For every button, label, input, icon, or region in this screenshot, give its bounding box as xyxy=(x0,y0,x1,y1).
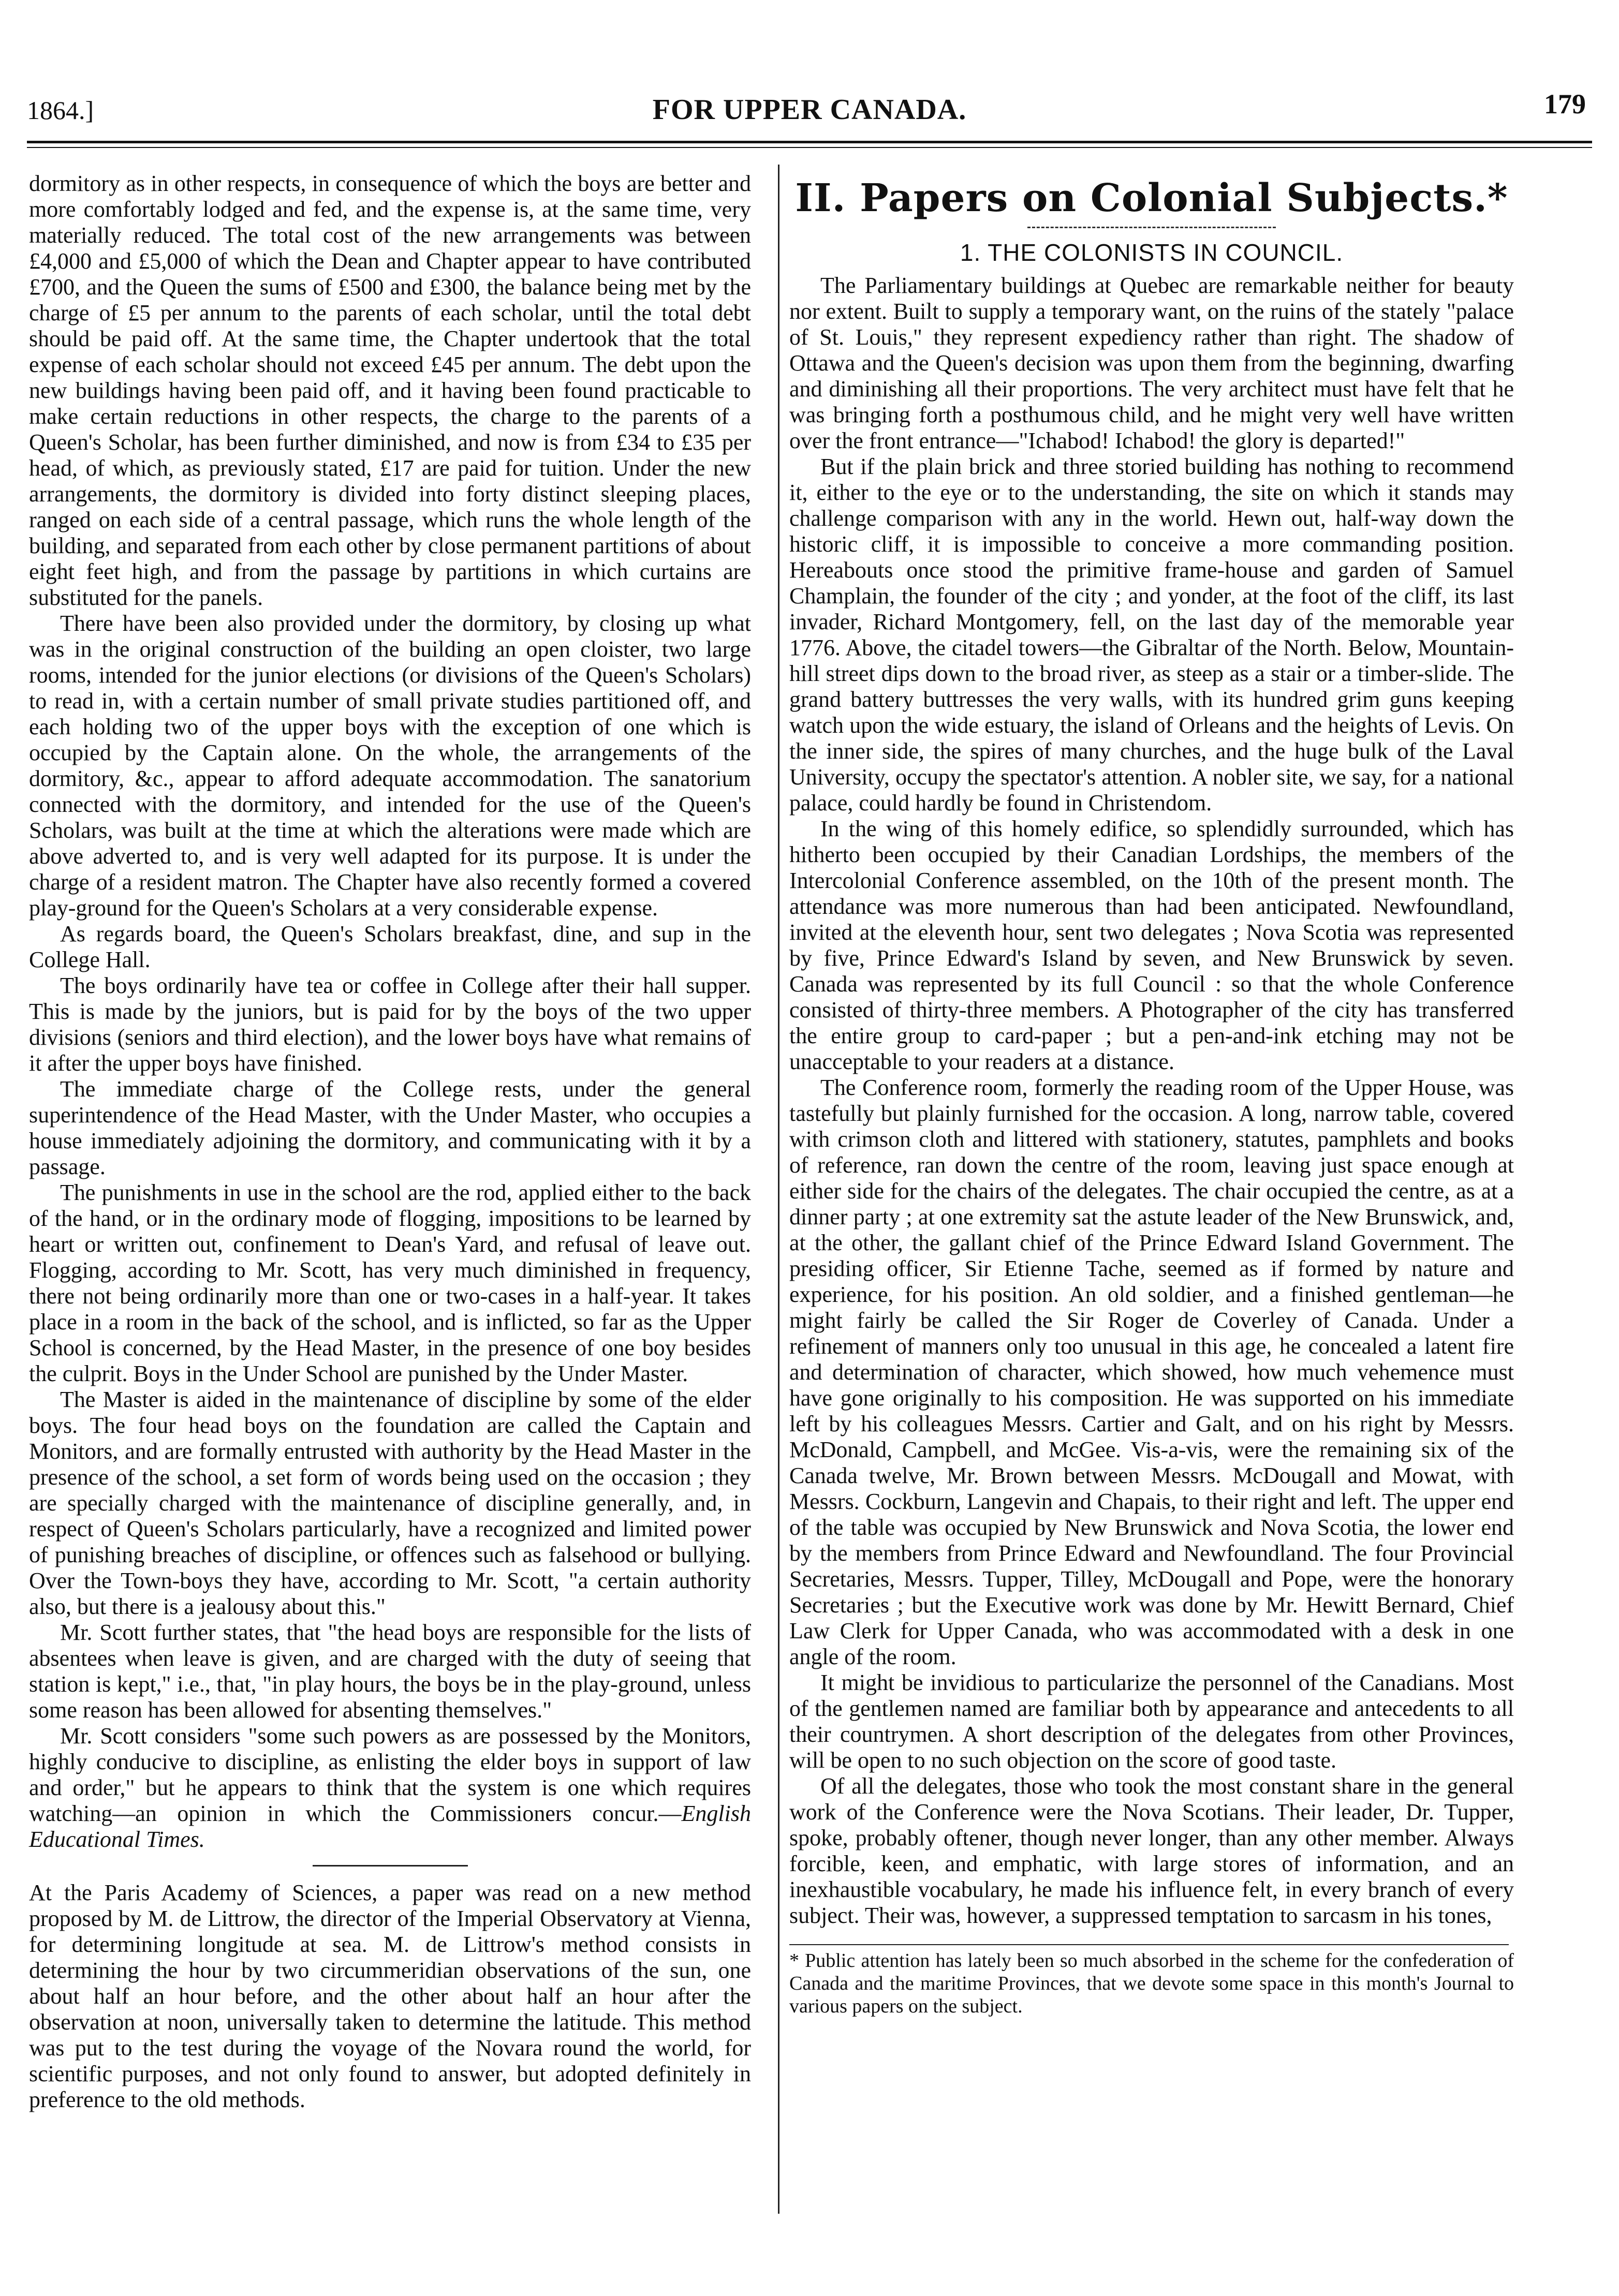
page-number: 179 xyxy=(1544,88,1586,120)
paragraph: In the wing of this homely edifice, so splendidly surrounded, which has hitherto been occupied by their Canadian Lordships, the members of the Intercolonial Conference assembled, on the 10th of the present month. The attendance was more numerous than had been anticipated. Newfoundland, invited at the eleventh hour, sent two delegates ; Nova Scotia was represented by five, Prince Edward's Island by seven, and New Brunswick by seven. Canada was represented by its full Council : so that the whole Conference consisted of thirty-three members. A Photographer of the city has transferred the entire group to card-paper ; but a pen-and-ink etching may not be unacceptable to your readers at a distance. xyxy=(789,816,1514,1074)
paragraph: As regards board, the Queen's Scholars breakfast, dine, and sup in the College Hall. xyxy=(29,921,751,972)
article-separator xyxy=(313,1865,468,1867)
paragraph: The Parliamentary buildings at Quebec are remarkable neither for beauty nor extent. Built to supply a temporary want, on the ruins of the stately "palace of St. Louis," they represent expediency rather than right. The shadow of Ottawa and the Queen's decision was upon them from the beginning, dwarfing and diminishing all their proportions. The very architect must have felt that he was bringing forth a posthumous child, and he might very well have written over the front entrance—"Ichabod! Ichabod! the glory is departed!" xyxy=(789,273,1514,453)
paragraph-text: Mr. Scott considers "some such powers as are possessed by the Monitors, highly conducive to discipline, as enlisting the elder boys in support of law and order," but he appears to think that the system is one which requires watching—an opinion in which the Commissioners concur.— xyxy=(29,1723,751,1826)
header-rule-thin xyxy=(27,147,1592,148)
paragraph: There have been also provided under the dormitory, by closing up what was in the original construction of the building an open cloister, two large rooms, intended for the junior elections (or divisions of the Queen's Scholars) to read in, with a certain number of small private studies partitioned off, and each holding two of the upper boys with the exception of one which is occupied by the Captain alone. On the whole, the arrangements of the dormitory, &c., appear to afford adequate accommodation. The sanatorium connected with the dormitory, and intended for the use of the Queen's Scholars, was built at the time at which the alterations were made which are above adverted to, and is very well adapted for its purpose. It is under the charge of a resident matron. The Chapter have also recently formed a covered play-ground for the Queen's Scholars at a very considerable expense. xyxy=(29,611,751,921)
header-title: FOR UPPER CANADA. xyxy=(652,94,967,126)
paragraph: At the Paris Academy of Sciences, a paper was read on a new method proposed by M. de Littrow, the director of the Imperial Observatory at Vienna, for determining longitude at sea. M. de Littrow's method consists in determining the hour by two circummeridian observations of the sun, one about half an hour before, and the other about half an hour after the observation at noon, universally taken to determine the latitude. This method was put to the test during the voyage of the Novara round the world, for scientific purposes, and not only found to answer, but adopted definitely in preference to the old methods. xyxy=(29,1880,751,2112)
section-rule xyxy=(1027,227,1276,228)
paragraph: The punishments in use in the school are the rod, applied either to the back of the hand, or in the ordinary mode of flogging, impositions to be learned by heart or written out, confinement to Dean's Yard, and refusal of leave out. Flogging, according to Mr. Scott, has very much diminished in frequency, there not being ordinarily more than one or two-cases in a half-year. It takes place in a room in the back of the school, and is inflicted, so far as the Upper School is concerned, by the Head Master, in the presence of one boy besides the culprit. Boys in the Under School are punished by the Under Master. xyxy=(29,1180,751,1386)
paragraph: Mr. Scott further states, that "the head boys are responsible for the lists of absentees when leave is given, and are charged with the duty of seeing that station is kept," i.e., that, "in play hours, the boys be in the play-ground, unless some reason has been allowed for absenting themselves." xyxy=(29,1620,751,1723)
footnote: * Public attention has lately been so much absorbed in the scheme for the confederation of Canada and the maritime Provinces, that we devote some space in this month's Journal to various papers on the subject. xyxy=(789,1950,1514,2017)
running-header xyxy=(27,83,1592,140)
left-column xyxy=(29,171,751,2113)
paragraph: The boys ordinarily have tea or coffee in College after their hall supper. This is made by the juniors, but is paid for by the boys of the two upper divisions (seniors and third election), and the lower boys have what remains of it after the upper boys have finished. xyxy=(29,973,751,1076)
paragraph: It might be invidious to particularize the personnel of the Canadians. Most of the gentlemen named are familiar both by appearance and antecedents to all their countrymen. A short description of the delegates from other Provinces, will be open to no such objection on the score of good taste. xyxy=(789,1670,1514,1773)
column-divider xyxy=(778,165,779,2214)
paragraph: dormitory as in other respects, in consequence of which the boys are better and more comfortably lodged and fed, and the expense is, at the same time, very materially reduced. The total cost of the new arrangements was between £4,000 and £5,000 of which the Dean and Chapter appear to have contributed £700, and the Queen the sums of £500 and £300, the balance being met by the charge of £5 per annum to the parents of each scholar, until the total debt should be paid off. At the same time, the Chapter undertook that the total expense of each scholar should not exceed £45 per annum. The debt upon the new buildings having been paid off, and it having been found practicable to make certain reductions in other respects, the charge to the parents of a Queen's Scholar, has been further diminished, and now is from £34 to £35 per head, of which, as previously stated, £17 are paid for tuition. Under the new arrangements, the dormitory is divided into forty distinct sleeping places, ranged on each side of a central passage, which runs the whole length of the building, and separated from each other by close permanent partitions of about eight feet high, and from the passage by partitions in which curtains are substituted for the panels. xyxy=(29,171,751,610)
paragraph: The immediate charge of the College rests, under the general superintendence of the Head Master, with the Under Master, who occupies a house immediately adjoining the dormitory, and communicating with it by a passage. xyxy=(29,1076,751,1179)
header-rule xyxy=(27,141,1592,143)
paragraph: But if the plain brick and three storied building has nothing to recommend it, either to the eye or to the understanding, the site on which it stands may challenge comparison with any in the world. Hewn out, half-way down the historic cliff, it is impossible to conceive a more commanding position. Hereabouts once stood the primitive frame-house and garden of Samuel Champlain, the founder of the city ; and yonder, at the foot of the cliff, its last invader, Richard Montgomery, fell, on the last day of the memorable year 1776. Above, the citadel towers—the Gibraltar of the North. Below, Mountain-hill street dips down to the broad river, as steep as a stair or a timber-slide. The grand battery buttresses the very walls, with its hundred grim guns keeping watch upon the wide estuary, the island of Orleans and the heights of Levis. On the inner side, the spires of many churches, and the huge bulk of the Laval University, occupy the spectator's attention. A nobler site, we say, for a national palace, could hardly be found in Christendom. xyxy=(789,454,1514,816)
paragraph: The Conference room, formerly the reading room of the Upper House, was tastefully but plainly furnished for the occasion. A long, narrow table, covered with crimson cloth and littered with stationery, statutes, pamphlets and books of reference, ran down the centre of the room, leaving just space enough at either side for the chairs of the delegates. The chair occupied the centre, as at a dinner party ; at one extremity sat the astute leader of the New Brunswick, and, at the other, the gallant chief of the Prince Edward Island Government. The presiding officer, Sir Etienne Tache, seemed as if formed by nature and experience, for his position. An old soldier, and a finished gentleman—he might fairly be called the Sir Roger de Coverley of Canada. Under a refinement of manners only too unusual in this age, he concealed a latent fire and determination of character, which showed, how much vehemence must have gone originally to his composition. He was supported on his immediate left by his colleagues Messrs. Cartier and Galt, and on his right by Messrs. McDonald, Campbell, and McGee. Vis-a-vis, were the remaining six of the Canada twelve, Mr. Brown between Messrs. McDougall and Mowat, with Messrs. Cockburn, Langevin and Chapais, to their right and left. The upper end of the table was occupied by New Brunswick and Nova Scotia, the lower end by the members from Prince Edward and Newfoundland. The four Provincial Secretaries, Messrs. Tupper, Tilley, McDougall and Pope, were the honorary Secretaries ; but the Executive work was done by Mr. Hewitt Bernard, Chief Law Clerk for Upper Canada, who was accommodated with a desk in one angle of the room. xyxy=(789,1075,1514,1669)
section-title: II. Papers on Colonial Subjects.* xyxy=(795,176,1508,220)
footnote-rule xyxy=(789,1944,1509,1945)
paragraph: Of all the delegates, those who took the most constant share in the general work of the Conference were the Nova Scotians. Their leader, Dr. Tupper, spoke, probably oftener, though never longer, than any other member. Always forcible, keen, and emphatic, with large stores of information, and an inexhaustible vocabulary, he made his influence felt, in every branch of every subject. Their was, however, a suppressed temptation to sarcasm in his tones, xyxy=(789,1773,1514,1928)
source-credit: English Educational Times. xyxy=(29,1801,751,1852)
header-year: 1864.] xyxy=(27,96,94,125)
right-column xyxy=(789,171,1514,2018)
article-heading: 1. THE COLONISTS IN COUNCIL. xyxy=(960,239,1344,266)
paragraph: The Master is aided in the maintenance of discipline by some of the elder boys. The four head boys on the foundation are called the Captain and Monitors, and are formally entrusted with authority by the Head Master in the presence of the school, a set form of words being used on the occasion ; they are specially charged with the maintenance of discipline generally, and, in respect of Queen's Scholars particularly, have a recognized and limited power of punishing breaches of discipline, or offences such as falsehood or bullying. Over the Town-boys they have, according to Mr. Scott, "a certain authority also, but there is a jealousy about this." xyxy=(29,1387,751,1619)
paragraph xyxy=(29,1723,751,1853)
